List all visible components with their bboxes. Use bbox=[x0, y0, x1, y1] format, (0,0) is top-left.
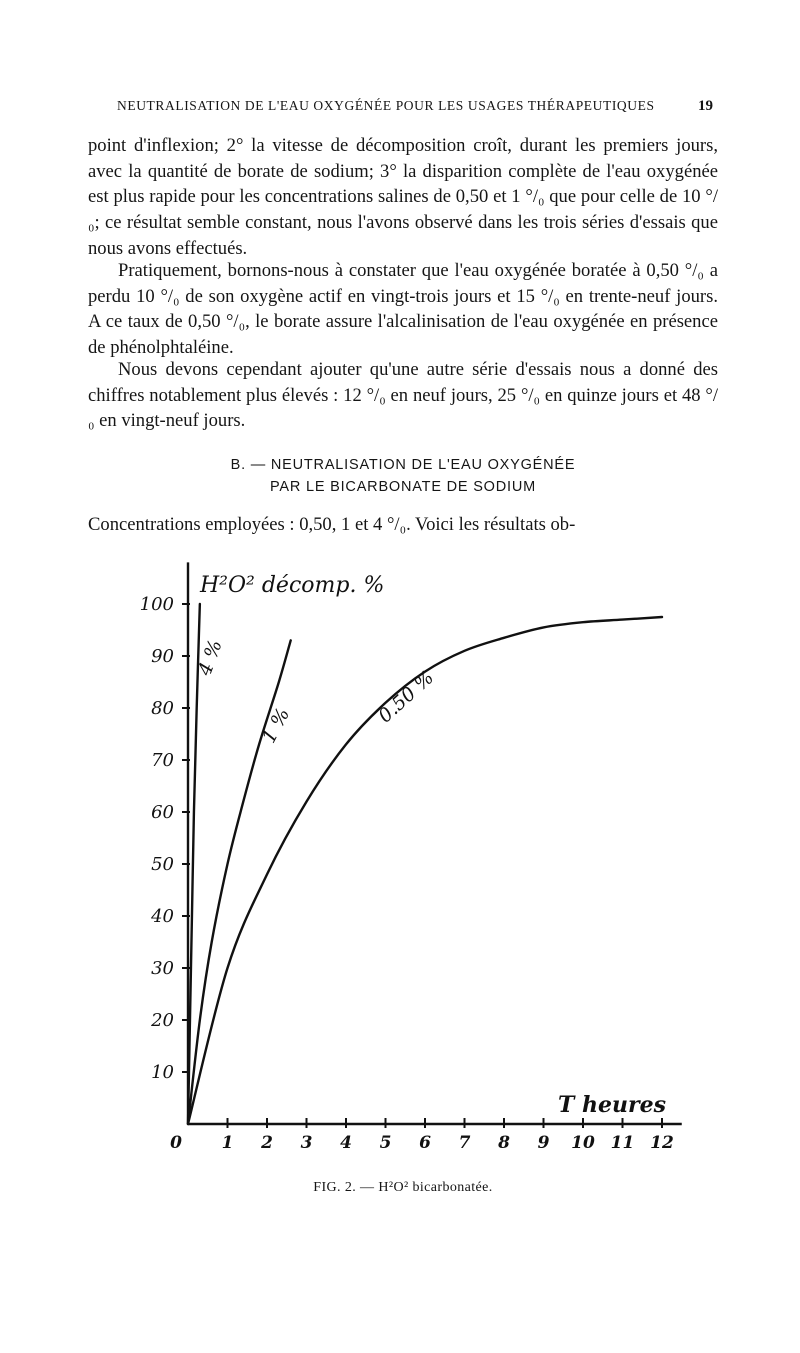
x-tick-label: 1 bbox=[221, 1133, 234, 1153]
x-tick-label: 6 bbox=[419, 1133, 431, 1153]
page-number: 19 bbox=[698, 98, 713, 114]
y-tick-label: 80 bbox=[151, 698, 174, 719]
x-axis-title: T heures bbox=[558, 1092, 666, 1118]
section-intro: Concentrations employées : 0,50, 1 et 4 °/₀. Voici les résultats ob- bbox=[88, 514, 576, 535]
x-tick-label: 5 bbox=[379, 1133, 392, 1153]
section-heading-line-1: B. — NEUTRALISATION DE L'EAU OXYGÉNÉE bbox=[230, 457, 576, 473]
section-heading-line-2: PAR LE BICARBONATE DE SODIUM bbox=[270, 479, 536, 495]
series-label: 4 % bbox=[193, 636, 227, 679]
figure-caption: FIG. 2. — H²O² bicarbonatée. bbox=[313, 1180, 493, 1195]
y-tick-label: 20 bbox=[151, 1010, 174, 1031]
running-header bbox=[117, 98, 713, 122]
y-tick-label: 50 bbox=[151, 854, 174, 875]
running-title: NEUTRALISATION DE L'EAU OXYGÉNÉE POUR LES USAGES THÉRAPEUTIQUES bbox=[117, 98, 655, 113]
series-label: 1 % bbox=[257, 704, 295, 747]
y-tick-label: 10 bbox=[151, 1062, 174, 1083]
x-tick-label: 7 bbox=[458, 1133, 471, 1153]
paragraph-3: Nous devons cependant ajouter qu'une autre série d'essais nous a donné des chiffres notablement plus élevés : 12 °/₀ en neuf jours, 25 °/₀ en quinze jours et 48 °/₀ en vingt-neuf jours. bbox=[88, 359, 718, 432]
y-tick-label: 60 bbox=[151, 802, 174, 823]
y-tick-label: 90 bbox=[151, 646, 174, 667]
series-label: 0.50 % bbox=[374, 666, 439, 728]
y-axis-title: H²O² décomp. % bbox=[200, 573, 385, 598]
x-tick-label: 3 bbox=[300, 1133, 313, 1153]
x-tick-label: 4 bbox=[340, 1133, 352, 1153]
paragraph-1: point d'inflexion; 2° la vitesse de décomposition croît, durant les premiers jours, avec la quantité de borate de sodium; 3° la disparition complète de l'eau oxygénée est plus rapide pour les concentrations salines de 0,50 et 1 °/₀ que pour celle de 10 °/₀; ce résultat semble constant, nous l'avons observé dans les trois séries d'essais que nous avons effectués. bbox=[88, 135, 718, 259]
x-tick-label: 0 bbox=[170, 1133, 182, 1153]
paragraph-2: Pratiquement, bornons-nous à constater que l'eau oxygénée boratée à 0,50 °/₀ a perdu 10 °/₀ de son oxygène actif en vingt-trois jours et 15 °/₀ en trente-neuf jours. A ce taux de 0,50 °/₀, le borate assure l'alcalinisation de l'eau oxygénée en présence de phénolphtaléine. bbox=[88, 260, 718, 359]
y-tick-label: 40 bbox=[151, 906, 174, 927]
y-tick-label: 70 bbox=[151, 750, 174, 771]
x-tick-label: 8 bbox=[498, 1133, 510, 1153]
x-tick-label: 10 bbox=[571, 1133, 595, 1153]
x-tick-label: 12 bbox=[650, 1133, 674, 1153]
y-tick-label: 30 bbox=[151, 958, 174, 979]
x-tick-label: 2 bbox=[261, 1133, 273, 1153]
y-tick-label: 100 bbox=[139, 594, 174, 615]
decomposition-chart bbox=[100, 548, 700, 1178]
x-tick-label: 9 bbox=[537, 1133, 550, 1153]
x-tick-label: 11 bbox=[610, 1133, 635, 1153]
